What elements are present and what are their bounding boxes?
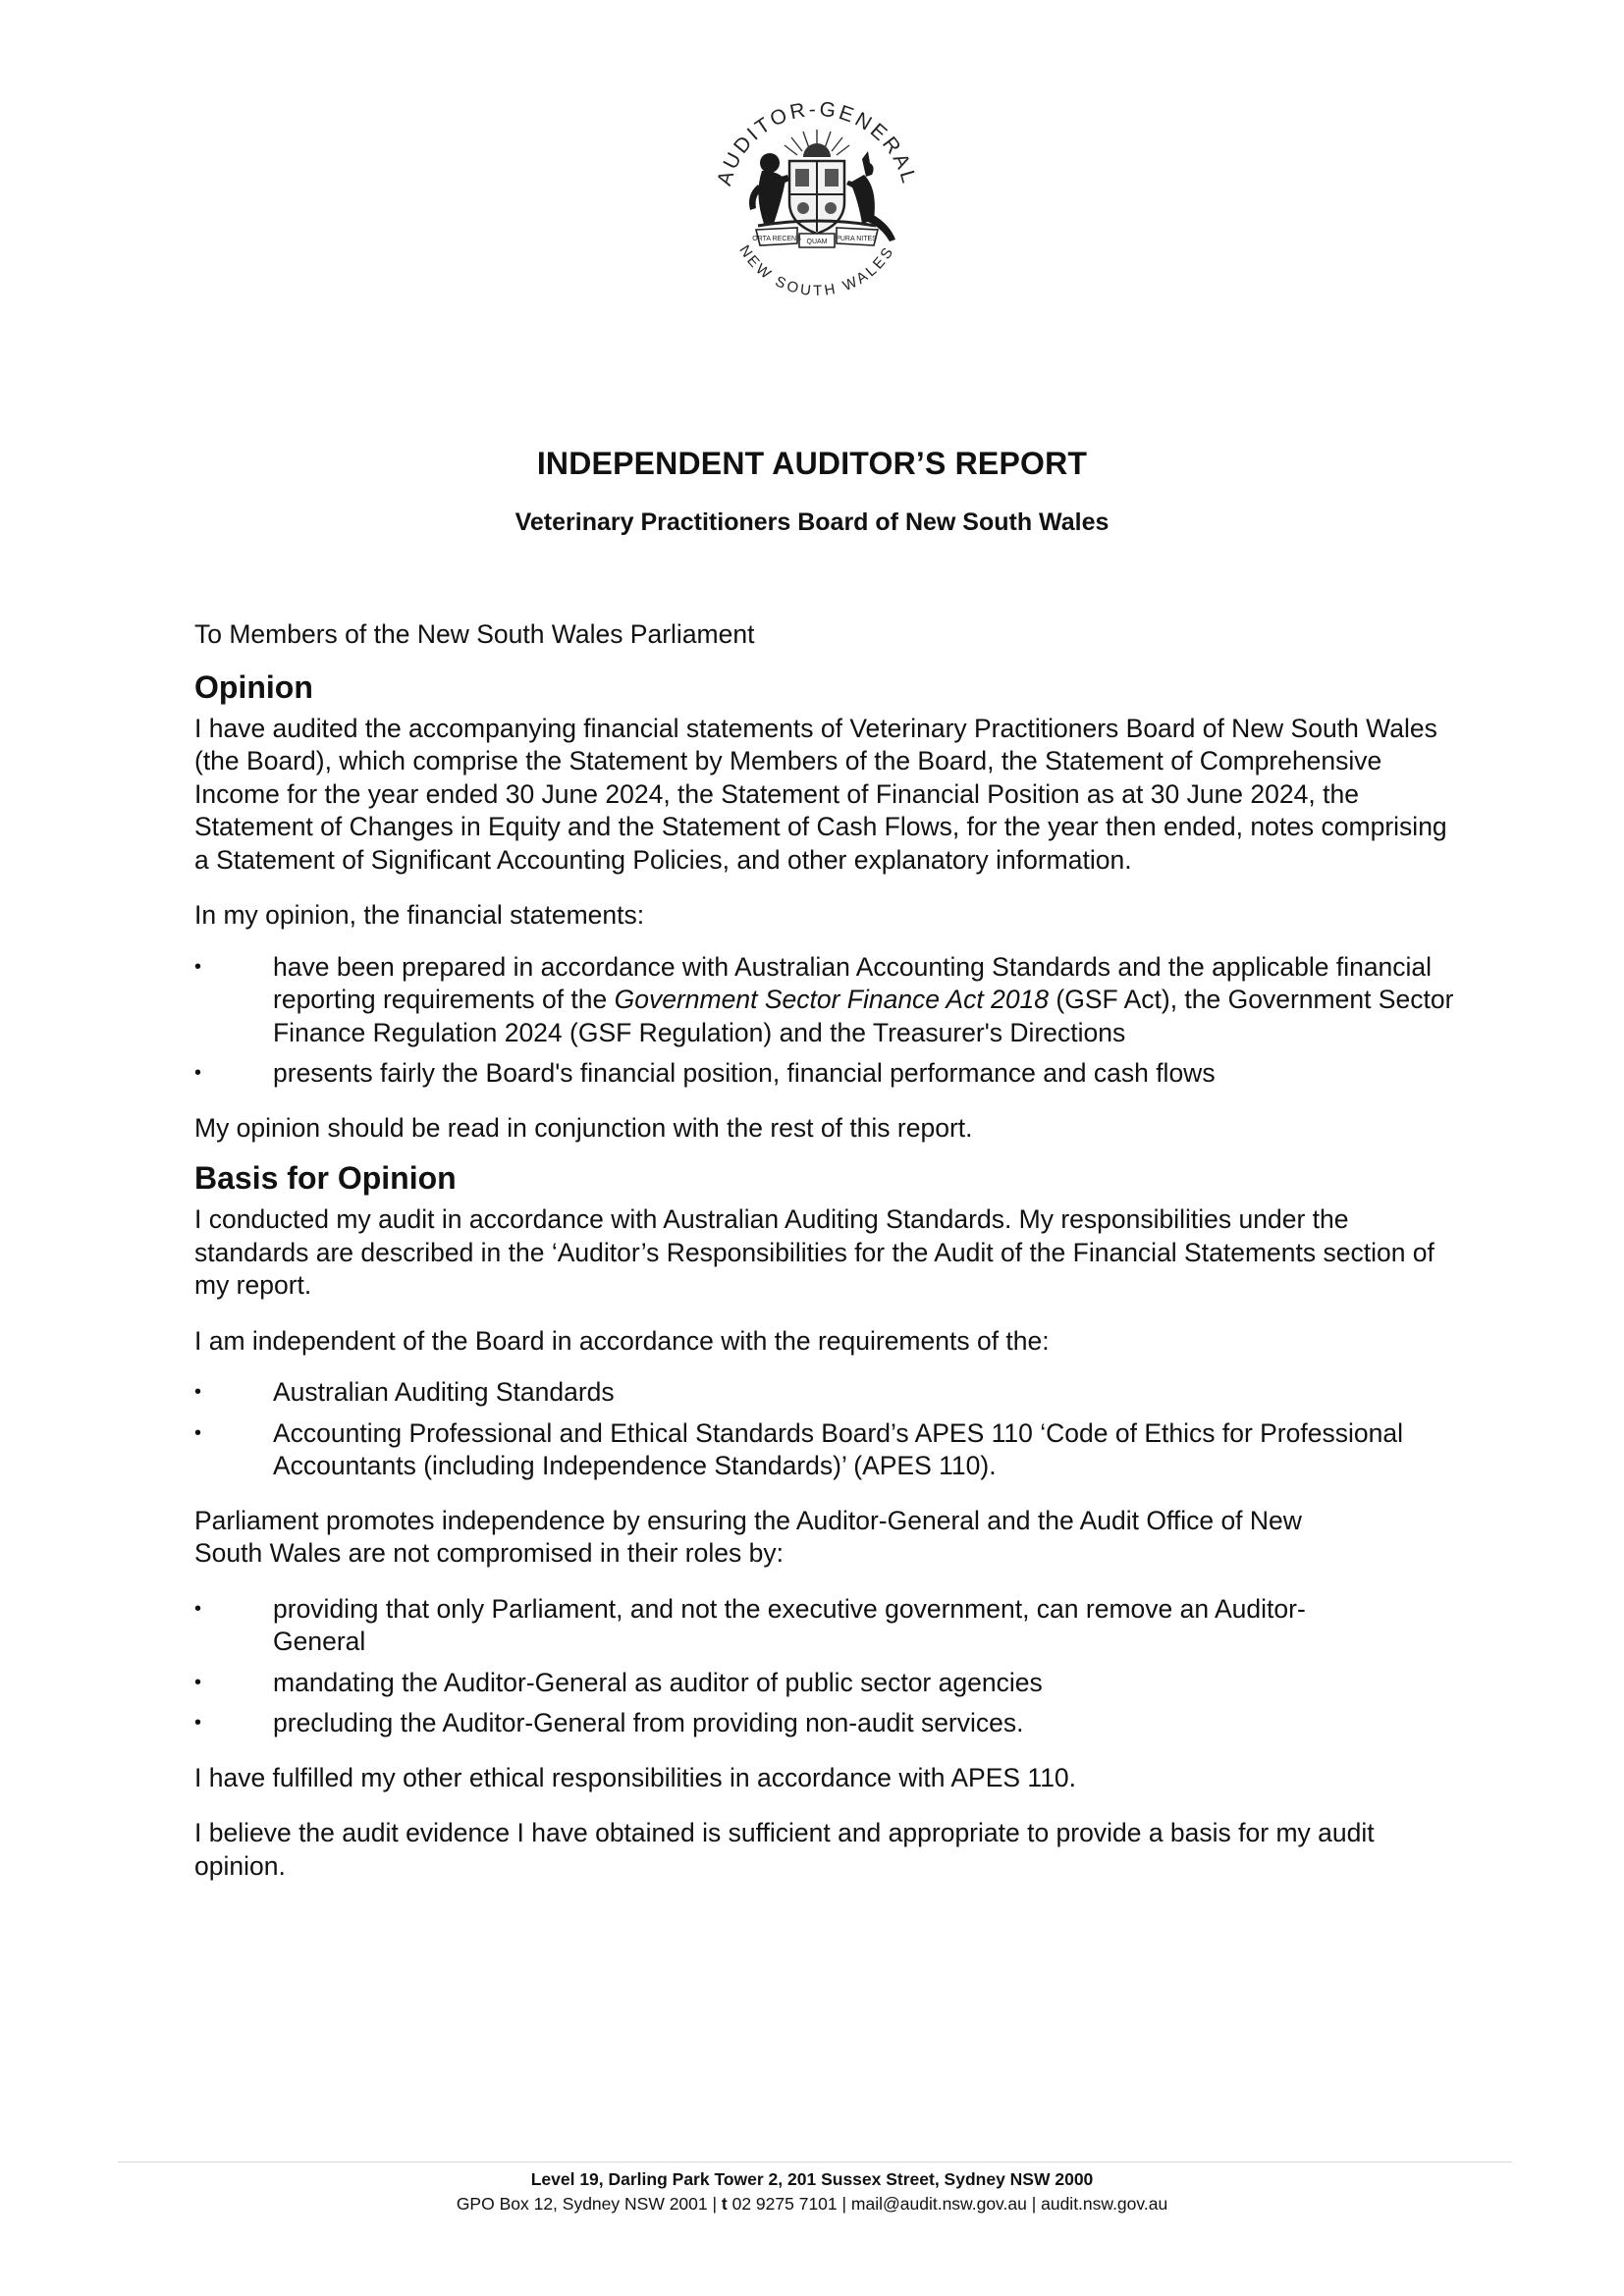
footer-contact (0, 2194, 1624, 2215)
list-item (194, 1667, 1343, 1700)
bullet-icon: • (194, 1597, 202, 1620)
footer-divider (118, 2162, 1512, 2163)
motto-right: PURA NITES (836, 236, 877, 242)
footer-contact-postal: GPO Box 12, Sydney NSW 2001 | (456, 2194, 722, 2214)
basis-paragraph-2: I am independent of the Board in accordance with the requirements of the: (194, 1325, 1050, 1356)
basis-heading: Basis for Opinion (194, 1160, 457, 1196)
opinion-bullet-2: presents fairly the Board's financial position, financial performance and cash flows (273, 1058, 1216, 1088)
list-item-text: mandating the Auditor-General as auditor of public sector agencies (273, 1667, 1043, 1697)
opinion-bullet-1-act: Government Sector Finance Act 2018 (614, 985, 1050, 1014)
list-item (194, 1057, 1461, 1091)
addressee: To Members of the New South Wales Parliament (194, 619, 755, 649)
list-item-text: providing that only Parliament, and not the executive government, can remove an Auditor-General (273, 1593, 1306, 1656)
opinion-bullet-1-post: (GSF Act), the Government Sector Finance Regulation 2024 (GSF Regulation) and the Treasurer's Directions (273, 985, 1454, 1047)
opinion-list (194, 951, 1461, 1091)
list-item (194, 1417, 1461, 1483)
crest-icon (699, 86, 935, 334)
bullet-icon: • (194, 1062, 202, 1084)
report-title: INDEPENDENT AUDITOR’S REPORT (536, 446, 1088, 481)
logo-bottom-text: NEW SOUTH WALES (735, 241, 898, 300)
bullet-icon: • (194, 1712, 202, 1734)
footer-contact-details: 02 9275 7101 | mail@audit.nsw.gov.au | audit.nsw.gov.au (727, 2194, 1168, 2214)
footer-address: Level 19, Darling Park Tower 2, 201 Sussex Street, Sydney NSW 2000 (530, 2169, 1094, 2189)
opinion-heading: Opinion (194, 668, 313, 705)
lion-supporter-icon (749, 153, 789, 224)
list-item (194, 1707, 1343, 1740)
opinion-paragraph-3: My opinion should be read in conjunction with the rest of this report. (194, 1112, 973, 1143)
basis-paragraph-4: I have fulfilled my other ethical responsibilities in accordance with APES 110. (194, 1762, 1077, 1792)
bullet-icon: • (194, 1671, 202, 1693)
report-subtitle: Veterinary Practitioners Board of New South Wales (514, 508, 1110, 536)
report-body (194, 618, 1461, 1883)
logo-top-text: AUDITOR-GENERAL (713, 97, 921, 188)
opinion-bullet-1-pre: have been prepared in accordance with Australian Accounting Standards and the applicable financial reporting requirements of the (273, 951, 1433, 1014)
list-item-text: Accounting Professional and Ethical Standards Board’s APES 110 ‘Code of Ethics for Professional Accountants (including Independence Standards)’ (APES 110). (273, 1417, 1403, 1480)
independence-list (194, 1376, 1461, 1483)
bullet-icon: • (194, 1421, 202, 1444)
svg-text:NEW SOUTH WALES (735, 242, 897, 299)
basis-paragraph-5: I believe the audit evidence I have obtained is sufficient and appropriate to provide a basis for my audit opinion. (194, 1818, 1375, 1881)
basis-paragraph-3: Parliament promotes independence by ensuring the Auditor-General and the Audit Office of New South Wales are not compromised in their roles by: (194, 1505, 1302, 1568)
opinion-paragraph-2: In my opinion, the financial statements: (194, 900, 645, 930)
auditor-general-crest-logo (699, 86, 935, 334)
parliament-list (194, 1593, 1461, 1740)
footer-contact-phone-label: t (721, 2194, 728, 2214)
basis-paragraph-1: I conducted my audit in accordance with Australian Auditing Standards. My responsibilities under the standards are described in the ‘Auditor’s Responsibilities for the Audit of the Financial Statements section of my report. (194, 1204, 1435, 1300)
motto-center: QUAM (806, 239, 828, 245)
list-item (194, 951, 1461, 1050)
bullet-icon: • (194, 1381, 202, 1403)
list-item (194, 1376, 1461, 1410)
bullet-icon: • (194, 955, 202, 978)
list-item (194, 1593, 1343, 1659)
list-item-text: Australian Auditing Standards (273, 1377, 615, 1407)
list-item-text: precluding the Auditor-General from providing non-audit services. (273, 1708, 1024, 1737)
opinion-paragraph-1: I have audited the accompanying financial statements of Veterinary Practitioners Board of New South Wales (the Board), which comprise the Statement by Members of the Board, the Statement of Comprehensive Income for the year ended 30 June 2024, the Statement of Financial Position as at 30 June 2024, the Statement of Changes in Equity and the Statement of Cash Flows, for the year then ended, notes comprising a Statement of Significant Accounting Policies, and other explanatory information. (194, 713, 1447, 875)
motto-left: ORTA RECENS (752, 236, 801, 242)
